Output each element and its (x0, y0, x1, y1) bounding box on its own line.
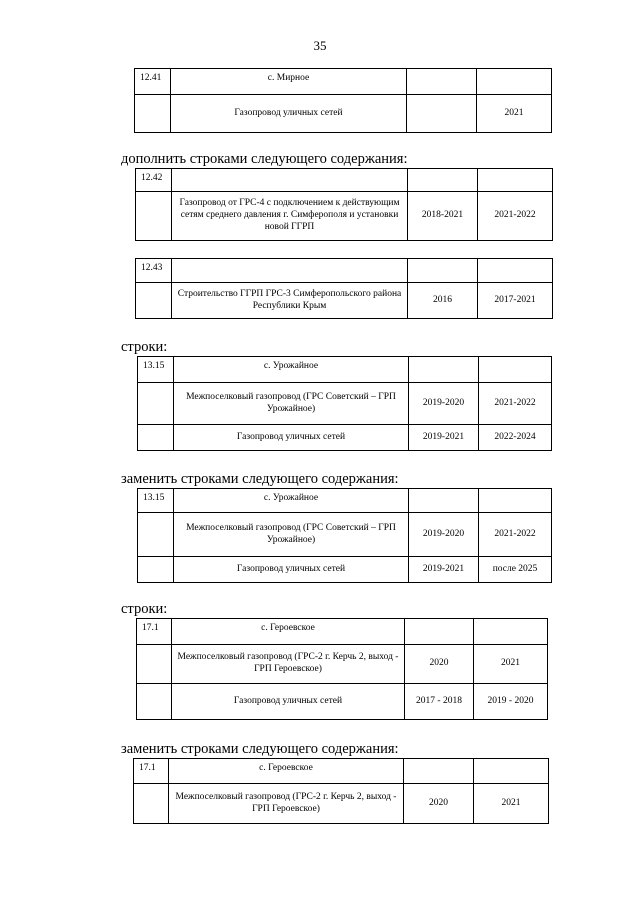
row-code (138, 513, 174, 557)
instruction-heading: строки: (121, 339, 168, 355)
row-code: 12.41 (135, 69, 171, 95)
table-13-15-new (137, 488, 552, 583)
build-period: 2021-2022 (478, 192, 553, 241)
table-row (136, 169, 553, 192)
build-period: 2021-2022 (479, 513, 552, 557)
build-period: 2021 (477, 95, 552, 133)
row-code: 12.43 (136, 259, 172, 283)
build-period (478, 259, 553, 283)
instruction-heading: заменить строками следующего содержания: (121, 741, 399, 757)
object-name: Строительство ГГРП ГРС-3 Симферопольского района Республики Крым (172, 283, 408, 319)
row-code (138, 557, 174, 583)
build-period: 2019 - 2020 (474, 684, 548, 720)
object-name: Газопровод уличных сетей (172, 684, 405, 720)
settlement-name: с. Героевское (172, 619, 405, 645)
instruction-heading: дополнить строками следующего содержания: (121, 151, 408, 167)
table-13-15-old (137, 356, 552, 451)
design-period: 2018-2021 (408, 192, 478, 241)
build-period (477, 69, 552, 95)
table-row (137, 645, 548, 684)
row-code: 17.1 (137, 619, 172, 645)
table-row (138, 557, 552, 583)
build-period (479, 489, 552, 513)
table-row (135, 95, 552, 133)
design-period: 2020 (404, 784, 474, 824)
instruction-heading: строки: (121, 601, 168, 617)
row-code: 13.15 (138, 489, 174, 513)
design-period: 2020 (405, 645, 474, 684)
object-name: Межпоселковый газопровод (ГРС-2 г. Керчь 2, выход - ГРП Героевское) (169, 784, 404, 824)
design-period (409, 357, 479, 383)
build-period (474, 619, 548, 645)
row-code: 12.42 (136, 169, 172, 192)
build-period: 2022-2024 (479, 425, 552, 451)
build-period (478, 169, 553, 192)
table-12-42 (135, 168, 553, 241)
settlement-name: с. Урожайное (174, 489, 409, 513)
row-code (138, 383, 174, 425)
design-period: 2019-2020 (409, 383, 479, 425)
object-name: Газопровод уличных сетей (171, 95, 407, 133)
settlement-name: с. Мирное (171, 69, 407, 95)
object-name (172, 169, 408, 192)
build-period (474, 759, 549, 784)
design-period (407, 95, 477, 133)
settlement-name: с. Урожайное (174, 357, 409, 383)
table-row (134, 759, 549, 784)
build-period: 2021-2022 (479, 383, 552, 425)
table-row (138, 383, 552, 425)
build-period: после 2025 (479, 557, 552, 583)
row-code (137, 645, 172, 684)
design-period: 2017 - 2018 (405, 684, 474, 720)
row-code (138, 425, 174, 451)
table-12-41 (134, 68, 552, 133)
table-17-1-new (133, 758, 549, 824)
table-row (134, 784, 549, 824)
object-name: Межпоселковый газопровод (ГРС Советский – ГРП Урожайное) (174, 383, 409, 425)
design-period: 2019-2021 (409, 425, 479, 451)
row-code (134, 784, 169, 824)
build-period (479, 357, 552, 383)
table-row (136, 192, 553, 241)
design-period (408, 169, 478, 192)
settlement-name: с. Героевское (169, 759, 404, 784)
design-period: 2019-2020 (409, 513, 479, 557)
table-row (137, 684, 548, 720)
design-period (408, 259, 478, 283)
table-row (138, 425, 552, 451)
object-name: Газопровод уличных сетей (174, 425, 409, 451)
design-period (407, 69, 477, 95)
instruction-heading: заменить строками следующего содержания: (121, 471, 399, 487)
design-period: 2019-2021 (409, 557, 479, 583)
table-row (137, 619, 548, 645)
table-17-1-old (136, 618, 548, 720)
design-period (409, 489, 479, 513)
row-code (136, 283, 172, 319)
design-period (404, 759, 474, 784)
table-row (136, 259, 553, 283)
object-name: Межпоселковый газопровод (ГРС Советский – ГРП Урожайное) (174, 513, 409, 557)
table-row (138, 489, 552, 513)
object-name: Газопровод уличных сетей (174, 557, 409, 583)
build-period: 2021 (474, 645, 548, 684)
object-name: Газопровод от ГРС-4 с подключением к действующим сетям среднего давления г. Симферополя и установки новой ГГРП (172, 192, 408, 241)
object-name (172, 259, 408, 283)
page-number: 35 (313, 38, 327, 53)
table-row (138, 357, 552, 383)
row-code (136, 192, 172, 241)
object-name: Межпоселковый газопровод (ГРС-2 г. Керчь 2, выход - ГРП Героевское) (172, 645, 405, 684)
row-code (137, 684, 172, 720)
table-row (136, 283, 553, 319)
design-period: 2016 (408, 283, 478, 319)
row-code: 13.15 (138, 357, 174, 383)
table-row (135, 69, 552, 95)
design-period (405, 619, 474, 645)
table-12-43 (135, 258, 553, 319)
build-period: 2017-2021 (478, 283, 553, 319)
row-code: 17.1 (134, 759, 169, 784)
table-row (138, 513, 552, 557)
build-period: 2021 (474, 784, 549, 824)
row-code (135, 95, 171, 133)
